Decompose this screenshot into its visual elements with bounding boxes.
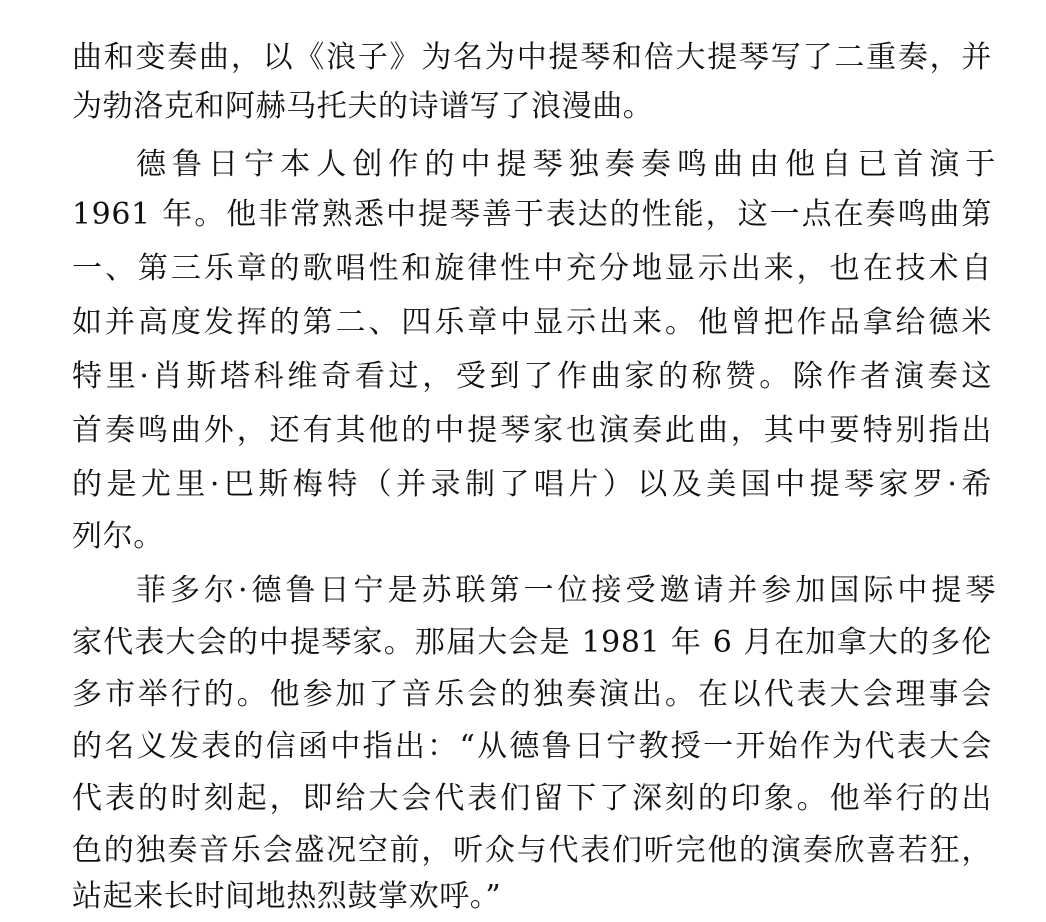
text-line: 代表的时刻起，即给大会代表们留下了深刻的印象。他举行的出 [72, 781, 992, 816]
text-line: 菲多尔·德鲁日宁是苏联第一位接受邀请并参加国际中提琴 [136, 573, 996, 608]
text-line: 首奏鸣曲外，还有其他的中提琴家也演奏此曲，其中要特别指出 [72, 413, 992, 448]
text-line: 的名义发表的信函中指出：“从德鲁日宁教授一开始作为代表大会 [72, 729, 992, 764]
text-line: 家代表大会的中提琴家。那届大会是 1981 年 6 月在加拿大的多伦 [72, 625, 992, 660]
text-line: 曲和变奏曲，以《浪子》为名为中提琴和倍大提琴写了二重奏，并 [72, 40, 992, 75]
text-line: 一、第三乐章的歌唱性和旋律性中充分地显示出来，也在技术自 [72, 251, 992, 286]
text-line: 如并高度发挥的第二、四乐章中显示出来。他曾把作品拿给德米 [72, 305, 992, 340]
text-line: 德鲁日宁本人创作的中提琴独奏奏鸣曲由他自已首演于 [136, 147, 996, 182]
text-line: 列尔。 [72, 519, 164, 554]
text-line: 多市举行的。他参加了音乐会的独奏演出。在以代表大会理事会 [72, 677, 992, 712]
text-line: 1961 年。他非常熟悉中提琴善于表达的性能，这一点在奏鸣曲第 [72, 197, 992, 232]
text-line: 特里·肖斯塔科维奇看过，受到了作曲家的称赞。除作者演奏这 [72, 359, 992, 394]
text-line: 站起来长时间地热烈鼓掌欢呼。” [72, 879, 502, 914]
text-line: 为勃洛克和阿赫马托夫的诗谱写了浪漫曲。 [72, 89, 654, 124]
text-line: 色的独奏音乐会盛况空前，听众与代表们听完他的演奏欣喜若狂， [72, 833, 992, 868]
text-line: 的是尤里·巴斯梅特（并录制了唱片）以及美国中提琴家罗·希 [72, 467, 992, 502]
